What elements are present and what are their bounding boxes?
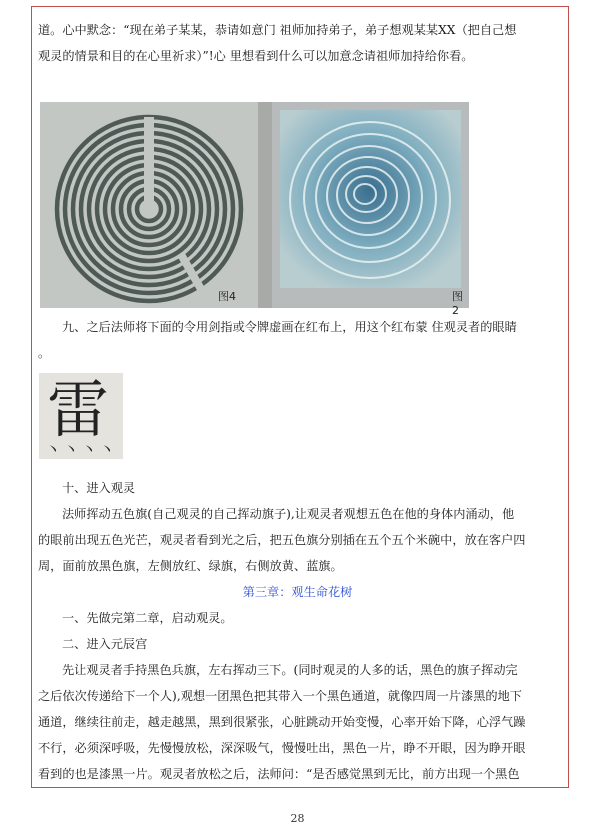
paragraph-line: 观灵的情景和目的在心里祈求）”!心 里想看到什么可以加意念请祖师加持给你看。 (38, 49, 474, 63)
paragraph-line: 九、之后法师将下面的令用剑指或令牌虚画在红布上，用这个红布蒙 住观灵者的眼睛 (62, 320, 517, 334)
paragraph-line: 。 (38, 346, 51, 360)
talisman-image (39, 373, 123, 459)
paragraph-line: 道。心中默念：“现在弟子某某，恭请如意门 祖师加持弟子，弟子想观某某XX（把自己想 (38, 23, 517, 37)
talisman-dots: 丶丶丶丶 (45, 440, 118, 459)
section-title: 十、进入观灵 (62, 481, 136, 495)
page-number: 28 (290, 812, 305, 825)
paragraph-line: 法师挥动五色旗(自己观灵的自己挥动旗子),让观灵者观想五色在他的身体内涌动，他 (62, 507, 515, 521)
list-item: 一、先做完第二章，启动观灵。 (62, 611, 233, 625)
paragraph-line: 不行，必须深呼吸，先慢慢放松，深深吸气，慢慢吐出，黑色一片，睁不开眼，因为睁开眼 (38, 741, 526, 755)
paragraph-line: 通道，继续往前走，越走越黑，黑到很紧张，心脏跳动开始变慢，心率开始下降，心浮气躁 (38, 715, 526, 729)
paragraph-line: 先让观灵者手持黑色兵旗，左右挥动三下。(同时观灵的人多的话，黑色的旗子挥动完 (62, 663, 518, 677)
figure-caption: 图4 (218, 290, 236, 303)
paragraph-line: 之后依次传递给下一个人),观想一团黑色把其带入一个黑色通道，就像四周一片漆黑的地下 (38, 689, 522, 703)
chapter-heading: 第三章：观生命花树 (242, 585, 353, 599)
paragraph-line: 的眼前出现五色光芒，观灵者看到光之后，把五色旗分别插在五个五个米碗中，放在客户四 (38, 533, 526, 547)
paragraph-line: 周，面前放黑色旗，左侧放红、绿旗，右侧放黄、蓝旗。 (38, 559, 343, 573)
list-item: 二、进入元辰宫 (62, 637, 148, 651)
spiral-figures (40, 102, 469, 317)
talisman-glyph: 雷 (47, 373, 110, 446)
figure-caption: 图2 (452, 290, 463, 317)
water-vortex-image (272, 102, 469, 317)
paragraph-line: 看到的也是漆黑一片。观灵者放松之后，法师问：“是否感觉黑到无比，前方出现一个黑色 (38, 767, 520, 781)
spiral-maze-image (40, 102, 258, 308)
